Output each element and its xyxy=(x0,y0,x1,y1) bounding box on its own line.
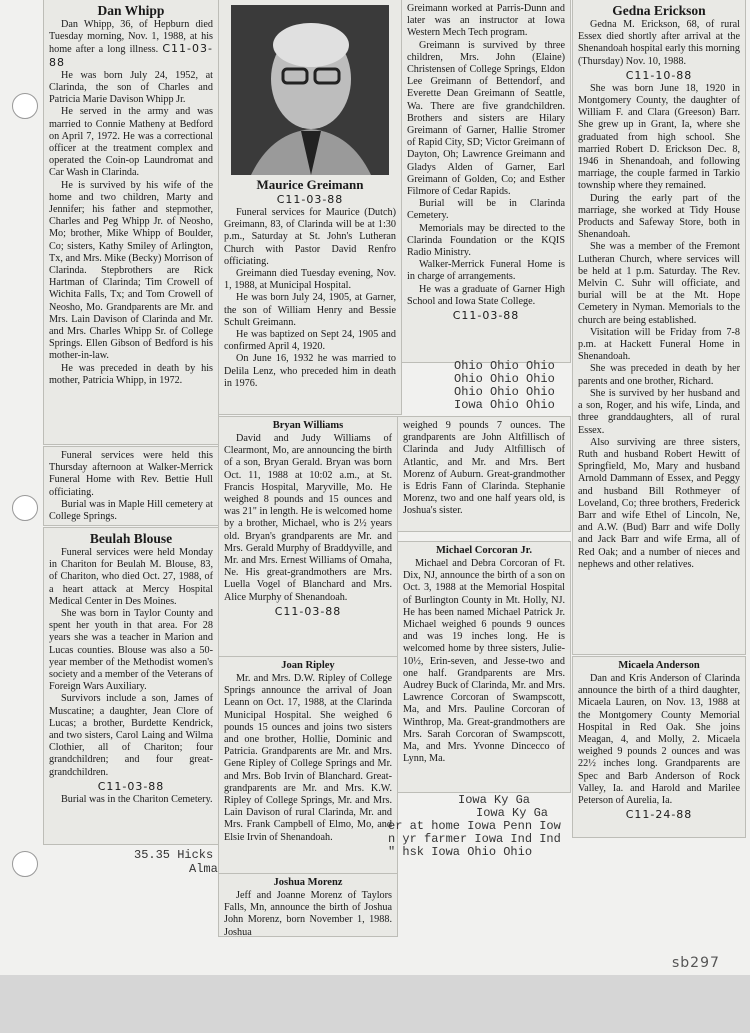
obituary-paragraph: On June 16, 1932 he was married to Delila Lenz, who preceded him in death in 1976. xyxy=(224,353,396,389)
binder-hole xyxy=(12,495,38,521)
obituary-paragraph: Funeral services were held this Thursday afternoon at Walker-Merrick Funeral Home with Rev. Bettie Hull officiating. xyxy=(49,450,213,498)
obituary-paragraph: Greimann worked at Parris-Dunn and later was an instructor at Iowa Western Mech Tech program. xyxy=(407,3,565,39)
announcement-paragraph: Jeff and Joanne Morenz of Taylors Falls, Mn, announce the birth of Joshua John Morenz, born November 1, 1988. Joshua xyxy=(224,890,392,936)
obituary-paragraph: Gedna M. Erickson, 68, of rural Essex died shortly after arrival at the Shenandoah hospital early this morning (Thursday) Nov. 10, 1988. xyxy=(578,19,740,67)
announcement-heading: Micaela Anderson xyxy=(618,660,700,671)
announcement-heading: Bryan Williams xyxy=(272,420,344,431)
announcement-paragraph: weighed 9 pounds 7 ounces. The grandparents are John Altfillisch of Clarinda and Judy Altfillisch of Atlantic, and Mr. and Mrs. Bert Morenz of Auburn. Great-grandmother is Edris Fann of Clarinda. Stephanie Morenz, two and one half years old, is Joshua's sister. xyxy=(403,420,565,517)
obituary-heading: Gedna Erickson xyxy=(612,3,706,18)
obituary-paragraph: She was born in Taylor County and spent her youth in that area. For 28 years she was a teacher in Marion and Lucas counties. Blouse was also a 50-year member of the Methodist women's society and a member of the Veterans of Foreign Wars Auxiliary. xyxy=(49,608,213,693)
birth-announcement-bryan-williams xyxy=(219,417,397,657)
obituary-dan-whipp-cont xyxy=(44,447,218,525)
page-number: sb297 xyxy=(672,955,720,971)
obituary-paragraph: He served in the army and was married to Connie Matheny at Bedford on April 7, 1972. He was a correctional officer at the treatment complex and operated the Coin-op Laundromat and Car Wash in Clarinda. xyxy=(49,106,213,179)
obituary-paragraph: He was born July 24, 1952, at Clarinda, the son of Charles and Patricia Marie Davison Whipp Jr. xyxy=(49,69,213,106)
handwritten-date: C11-03-88 xyxy=(274,604,342,618)
birth-announcement-morenz-continued xyxy=(398,417,570,531)
stamp-text: 35.35 Hicks Alma xyxy=(134,848,218,876)
obituary-heading: Beulah Blouse xyxy=(89,531,173,546)
handwritten-date: C11-03-88 xyxy=(97,779,165,793)
birth-announcement-joshua-morenz xyxy=(219,874,397,936)
obituary-paragraph: Greimann died Tuesday evening, Nov. 1, 1988, at Municipal Hospital. xyxy=(224,268,396,292)
announcement-heading: Joan Ripley xyxy=(281,660,335,671)
obituary-paragraph: Burial will be in Clarinda Cemetery. xyxy=(407,198,565,222)
obituary-paragraph: Walker-Merrick Funeral Home is in charge of arrangements. xyxy=(407,259,565,283)
handwritten-date: C11-03-88 xyxy=(452,309,520,323)
handwritten-date: C11-24-88 xyxy=(625,808,693,822)
obituary-maurice-greimann xyxy=(219,0,401,414)
binder-hole xyxy=(12,93,38,119)
handwritten-date: C11-03-88 xyxy=(49,42,213,69)
obituary-paragraph: Burial was in the Chariton Cemetery. xyxy=(61,793,213,805)
obituary-paragraph: She was born June 18, 1920 in Montgomery County, the daughter of William F. and Clara (Greeson) Barr. She grew up in Grant, Ia, where she graduated from high school. She married Robert D. Erickson Dec. 8, 1946 in Shenandoah, and following marriage, the couple farmed in Tarkio township where they remained. xyxy=(578,82,740,192)
obituary-paragraph: Visitation will be Friday from 7-8 p.m. at Hackett Funeral Home in Shenandoah. xyxy=(578,326,740,363)
birth-announcement-joan-ripley xyxy=(219,657,397,873)
obituary-paragraph: She was a member of the Fremont Lutheran Church, where services will be held at 1 p.m. Saturday. The Rev. Melvin C. Suhr will officiate, and burial will be at the Mt. Hope Cemetery in Nyman. Memorials to the church are being established. xyxy=(578,241,740,326)
portrait-photo xyxy=(231,5,389,175)
handwritten-date: C11-10-88 xyxy=(625,68,693,82)
announcement-heading: Michael Corcoran Jr. xyxy=(436,545,532,556)
obituary-beulah-blouse xyxy=(44,528,218,844)
obituary-gedna-erickson xyxy=(573,0,745,654)
birth-announcement-michael-corcoran xyxy=(398,542,570,792)
obituary-heading: Dan Whipp xyxy=(97,3,165,18)
obituary-paragraph: Survivors include a son, James of Muscatine; a daughter, Jean Clore of Lucas; a brother, Burdette Kendrick, and two sisters, Carol Laing and Wilma Clothier, all of Chariton; four grandchildren; and four great-grandchildren. xyxy=(49,693,213,778)
announcement-paragraph: Michael and Debra Corcoran of Ft. Dix, NJ, announce the birth of a son on Oct. 3, 1988 at the Memorial Hospital of Burlington County in Mt. Holly, NJ. He has been named Michael Patrick Jr. Michael weighed 6 pounds 9 ounces and was 19 inches long. He is welcomed home by three sisters, Julie-10½, Erin-seven, and Jesse-two and one half. Grandparents are Mrs. Audrey Buck of Clarinda, Mr. and Mrs. Lawrence Corcoran of Swampscott, Ma, and Mrs. Pauline Corcoran of Winthrop, Ma. Great-grandmothers are Mrs. Sarah Corcoran of Swampscott, Ma, and Mrs. Yvonne Dincecco of Lynn, Ma. xyxy=(403,558,565,765)
obituary-paragraph: Funeral services for Maurice (Dutch) Greimann, 83, of Clarinda will be at 1:30 p.m., Saturday at St. John's Lutheran Church with Pastor David Renfro officiating. xyxy=(224,207,396,267)
handwritten-date: C11-03-88 xyxy=(276,193,344,206)
binder-hole xyxy=(12,851,38,877)
obituary-paragraph: He was born July 24, 1905, at Garner, the son of William Henry and Bessie Schult Greimann. xyxy=(224,292,396,328)
portrait-silhouette-icon xyxy=(231,5,389,175)
obituary-paragraph: She was preceded in death by her parents and one brother, Richard. xyxy=(578,363,740,387)
announcement-paragraph: Mr. and Mrs. D.W. Ripley of College Springs announce the arrival of Joan Leann on Oct. 17, 1988, at the Clarinda Municipal Hospital. She weighed 6 pounds 15 ounces and joins two sisters and one brother, Hollie, Dominic and Patricia. Grandparents are Mr. and Mrs. Gene Ripley of College Springs and Mr. and Mrs. Bob Irvin of Blanchard. Great-grandparents are Mr. and Mrs. K.W. Ripley of College Springs, Mr. and Mrs. Lain Davison of rural Clarinda, Mr. and Mrs. Frank Campbell of Elmo, Mo, and Elsie Irvin of Shenandoah. xyxy=(224,673,392,843)
obituary-paragraph: Funeral services were held Monday in Chariton for Beulah M. Blouse, 83, of Chariton, who died Oct. 27, 1988, of a heart attack at Mercy Hospital Medical Center in Des Moines. xyxy=(49,547,213,607)
obituary-heading: Maurice Greimann xyxy=(256,177,364,192)
birth-announcement-micaela-anderson xyxy=(573,657,745,837)
announcement-heading: Joshua Morenz xyxy=(273,877,343,888)
obituary-paragraph: During the early part of the marriage, she worked at Tidy House Products and Safeway Store, both in Shenandoah. xyxy=(578,192,740,241)
stamp-block: Ohio Ohio Ohio Ohio Ohio Ohio Ohio Ohio Ohio Iowa Ohio Ohio xyxy=(454,359,555,412)
stamp-block: Iowa Ky Ga Iowa Ky Ga er at home Iowa Penn Iow n yr farmer Iowa Ind Ind " hsk Iowa Ohio Ohio xyxy=(388,793,561,859)
announcement-paragraph: Dan and Kris Anderson of Clarinda announce the birth of a third daughter, Micaela Lauren, on Nov. 13, 1988 at the Montgomery County Memorial Hospital in Red Oak. She joins Meagan, 4, and Molly, 2. Micaela weighed 9 pounds 2 ounces and was 22½ inches long. Grandparents are Spec and Barb Anderson of Rock Valley, Ia. and Harold and Marilee Peterson of Aurelia, Ia. xyxy=(578,673,740,807)
obituary-dan-whipp xyxy=(44,0,218,444)
obituary-paragraph: He was a graduate of Garner High School and Iowa State College. xyxy=(407,283,565,307)
obituary-paragraph: He was preceded in death by his mother, Patricia Whipp, in 1972. xyxy=(49,362,213,386)
obituary-paragraph: He is survived by his wife of the home and two children, Marty and Jennifer; his father and stepmother, Charles and Peg Whipp Jr. of Neosho, Mo; brother, Mike Whipp of Boulder, Co; sisters, Kathy Smiley of Arlington, Tx, and Mrs. Mike (Becky) Morrison of Clarinda. Stepbrothers are Rick Hartman of Clarinda; Tim Crowell of Wichita Falls, Tx; and Tom Crowell of Neosho, Mo. Grandparents are Mr. and Mrs. Lain Davison of Clarinda and Mr. and Mrs. Charles Whipp Sr. of College Springs. Ellen Gibson of Bedford is his mother-in-law. xyxy=(49,179,213,362)
obituary-paragraph: Also surviving are three sisters, Ruth and husband Robert Hewitt of Springfield, Mo, Mary and husband Arnold Dammann of Essex, and Peggy and husband Bill Rothmeyer of Loveland, Co; three brothers, Frederick Barr and wife Ethel of Lincoln, Ne, and A.W. (Bud) Barr and wife Dolly and Jack Barr and wife Erma, all of Red Oak; and a number of nieces and nephews and other relatives. xyxy=(578,436,740,570)
obituary-paragraph: Memorials may be directed to the Clarinda Foundation or the KQIS Radio Ministry. xyxy=(407,222,565,259)
obituary-paragraph: He was baptized on Sept 24, 1905 and confirmed April 4, 1920. xyxy=(224,329,396,353)
obituary-paragraph: Burial was in Maple Hill cemetery at College Springs. xyxy=(49,498,213,523)
obituary-paragraph: Dan Whipp, 36, of Hepburn died Tuesday morning, Nov. 1, 1988, at his home after a long illness. C11-03-88 xyxy=(49,19,213,69)
obituary-paragraph: She is survived by her husband and a son, Roger, and his wife, Linda, and three granddaughters, all of rural Essex. xyxy=(578,387,740,436)
obituary-paragraph: Greimann is survived by three children, Mrs. John (Elaine) Christensen of College Springs, Eldon Lee Greimann of Bettendorf, and Everette Dean Greimann of Seattle, Wa. There are five grandchildren. Brothers and sisters are Hilary Greimann of Garner, Hallie Stromer of Rapid City, SD; Victor Greimann of Dayton, Oh; Lawrence Greimann and Gladys Alden of Garner, Earl Greimann of Golden, Co; and Esther Filmore of Cedar Rapids. xyxy=(407,39,565,198)
obituary-greimann-continued xyxy=(402,0,570,362)
announcement-paragraph: David and Judy Williams of Clearmont, Mo, are announcing the birth of a son, Bryan Gerald. Bryan was born Oct. 11, 1988 at 10:02 a.m., at St. Francis Hospital, Maryville, Mo. He weighed 8 pounds and 15 ounces and was 21" in length. He is welcomed home by a brother, Michael, who is 2½ years old. Bryan's grandparents are Mr. and Mrs. Gerald Murphy of Braddyville, and Mr. and Mrs. Ernest Williams of Omaha, Ne. His great-grandmothers are Mrs. Luella Vogel of Blanchard and Mrs. Alice Murphy of Shenandoah. xyxy=(224,433,392,603)
